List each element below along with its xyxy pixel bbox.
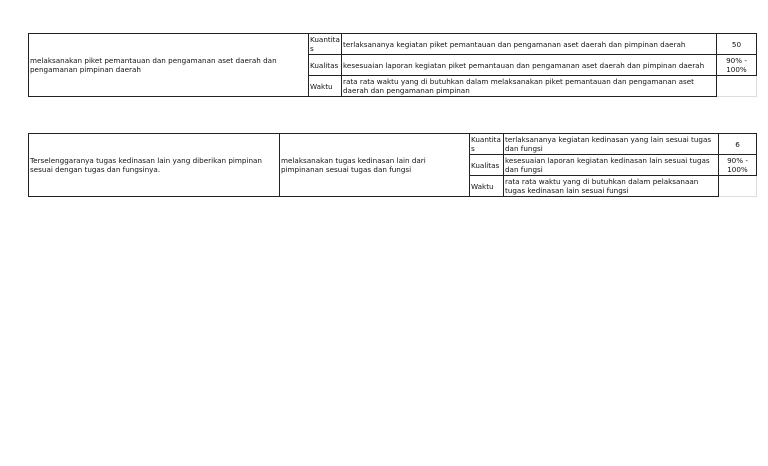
goal-cell: Terselenggaranya tugas kedinasan lain yang diberikan pimpinan sesuai dengan tugas dan fungsinya. <box>29 134 280 197</box>
target-cell <box>717 76 757 97</box>
target-cell: 50 <box>717 34 757 55</box>
indicator-cell: terlaksananya kegiatan piket pemantauan dan pengamanan aset daerah dan pimpinan daerah <box>342 34 717 55</box>
indicator-cell: kesesuaian laporan kegiatan kedinasan lain sesuai tugas dan fungsi <box>504 155 719 176</box>
aspect-cell: Kualitas <box>470 155 504 176</box>
activity-cell: melaksanakan piket pemantauan dan pengamanan aset daerah dan pengamanan pimpinan daerah <box>29 34 309 97</box>
performance-table-1 <box>28 33 757 97</box>
activity-cell: melaksanakan tugas kedinasan lain dari pimpinanan sesuai tugas dan fungsi <box>280 134 470 197</box>
indicator-cell: rata rata waktu yang di butuhkan dalam pelaksanaan tugas kedinasan lain sesuai fungsi <box>504 176 719 197</box>
target-cell: 90% - 100% <box>719 155 757 176</box>
performance-table-2 <box>28 133 757 197</box>
target-cell: 6 <box>719 134 757 155</box>
aspect-cell: Waktu <box>309 76 342 97</box>
indicator-cell: rata rata waktu yang di butuhkan dalam melaksanakan piket pemantauan dan pengamanan aset daerah dan pengamanan pimpinan <box>342 76 717 97</box>
indicator-cell: terlaksananya kegiatan kedinasan yang lain sesuai tugas dan fungsi <box>504 134 719 155</box>
target-cell <box>719 176 757 197</box>
aspect-cell: Kuantitas <box>470 134 504 155</box>
aspect-cell: Kualitas <box>309 55 342 76</box>
indicator-cell: kesesuaian laporan kegiatan piket pemantauan dan pengamanan aset daerah dan pimpinan daerah <box>342 55 717 76</box>
aspect-cell: Waktu <box>470 176 504 197</box>
aspect-cell: Kuantitas <box>310 35 340 53</box>
target-cell: 90% - 100% <box>717 55 757 76</box>
